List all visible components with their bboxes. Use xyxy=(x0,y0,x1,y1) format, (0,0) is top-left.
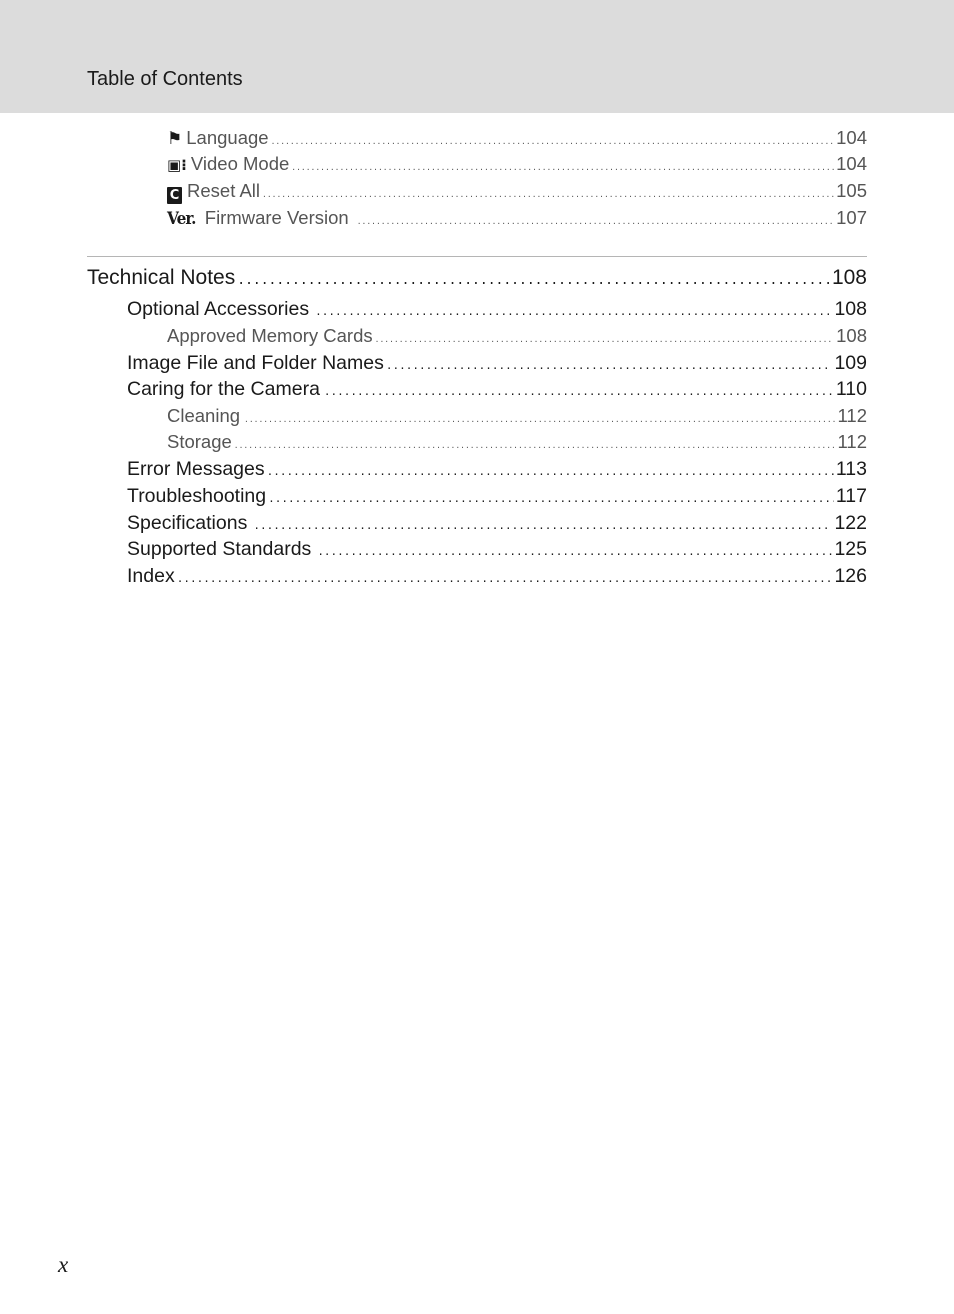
toc-section-label: Technical Notes xyxy=(87,266,236,289)
toc-entry-cleaning[interactable] xyxy=(167,405,867,429)
leader-dots xyxy=(386,359,833,372)
leader-dots xyxy=(237,273,830,288)
language-icon: ⚑ xyxy=(167,129,183,149)
leader-dots xyxy=(267,465,834,478)
leader-dots xyxy=(315,305,832,318)
leader-dots xyxy=(268,492,834,505)
leader-dots xyxy=(244,415,835,424)
toc-entry-label: Caring for the Camera xyxy=(127,378,320,400)
page-number: x xyxy=(58,1252,69,1277)
toc-page-number: 108 xyxy=(831,266,867,289)
leader-dots xyxy=(234,441,836,450)
toc-entry-label: ▣⁝ Video Mode xyxy=(167,153,290,174)
toc-page-number: 104 xyxy=(836,153,867,174)
toc-page-number: 117 xyxy=(835,485,867,507)
toc-entry-label: Error Messages xyxy=(127,458,265,480)
toc-entry-label: C Reset All xyxy=(167,180,260,204)
toc-entry-storage[interactable] xyxy=(167,431,867,455)
toc-page-number: 112 xyxy=(837,405,867,426)
toc-entry-label: Image File and Folder Names xyxy=(127,352,384,374)
toc-entry-error-messages[interactable] xyxy=(127,458,867,482)
leader-dots xyxy=(262,190,834,199)
leader-dots xyxy=(253,519,832,532)
toc-entry-label: Optional Accessories xyxy=(127,298,310,320)
section-divider xyxy=(87,256,867,257)
toc-entry-image-file-folder-names[interactable] xyxy=(127,352,867,376)
firmware-version-icon: Ver. xyxy=(167,209,196,229)
toc-page-number: 108 xyxy=(834,298,867,320)
page-header xyxy=(0,0,954,113)
toc-page-number: 107 xyxy=(836,207,867,228)
leader-dots xyxy=(271,137,835,146)
video-mode-icon: ▣⁝ xyxy=(167,156,187,174)
leader-dots xyxy=(177,572,833,585)
toc-entry-label: ⚑ Language xyxy=(167,127,269,149)
leader-dots xyxy=(357,217,834,226)
toc-page-number: 122 xyxy=(834,512,867,534)
toc-section-technical-notes[interactable] xyxy=(87,266,867,292)
toc-entry-label: Supported Standards xyxy=(127,538,312,560)
toc-entry-firmware-version[interactable] xyxy=(167,207,867,231)
toc-entry-language[interactable] xyxy=(167,127,867,151)
toc-entry-approved-memory-cards[interactable] xyxy=(167,325,867,349)
toc-entry-label: Cleaning xyxy=(167,405,241,426)
toc-page-number: 105 xyxy=(836,180,867,201)
toc-entry-label: Index xyxy=(127,565,175,587)
toc-entry-label: Ver. Firmware Version xyxy=(167,207,349,229)
toc-page-number: 104 xyxy=(836,127,867,148)
leader-dots xyxy=(375,335,834,344)
header-title: Table of Contents xyxy=(87,68,243,90)
leader-dots xyxy=(291,163,834,172)
toc-entry-video-mode[interactable] xyxy=(167,153,867,177)
toc-page-number: 112 xyxy=(837,431,867,452)
toc-entry-caring-for-camera[interactable] xyxy=(127,378,867,402)
toc-entry-supported-standards[interactable] xyxy=(127,538,867,562)
leader-dots xyxy=(324,385,834,398)
toc-entry-optional-accessories[interactable] xyxy=(127,298,867,322)
toc-page-number: 113 xyxy=(835,458,867,480)
toc-entry-label: Specifications xyxy=(127,512,248,534)
toc-page-number: 110 xyxy=(835,378,867,400)
toc-entry-label: Approved Memory Cards xyxy=(167,325,373,346)
toc-entry-index[interactable] xyxy=(127,565,867,589)
toc-page-number: 125 xyxy=(834,538,867,560)
reset-all-icon: C xyxy=(167,187,182,204)
toc-entry-troubleshooting[interactable] xyxy=(127,485,867,509)
toc-entry-label: Troubleshooting xyxy=(127,485,267,507)
toc-entry-reset-all[interactable] xyxy=(167,180,867,204)
toc-page-number: 126 xyxy=(834,565,867,587)
toc-entry-specifications[interactable] xyxy=(127,512,867,536)
toc-page-number: 108 xyxy=(836,325,867,346)
leader-dots xyxy=(317,545,832,558)
toc-entry-label: Storage xyxy=(167,431,232,452)
toc-page-number: 109 xyxy=(834,352,867,374)
